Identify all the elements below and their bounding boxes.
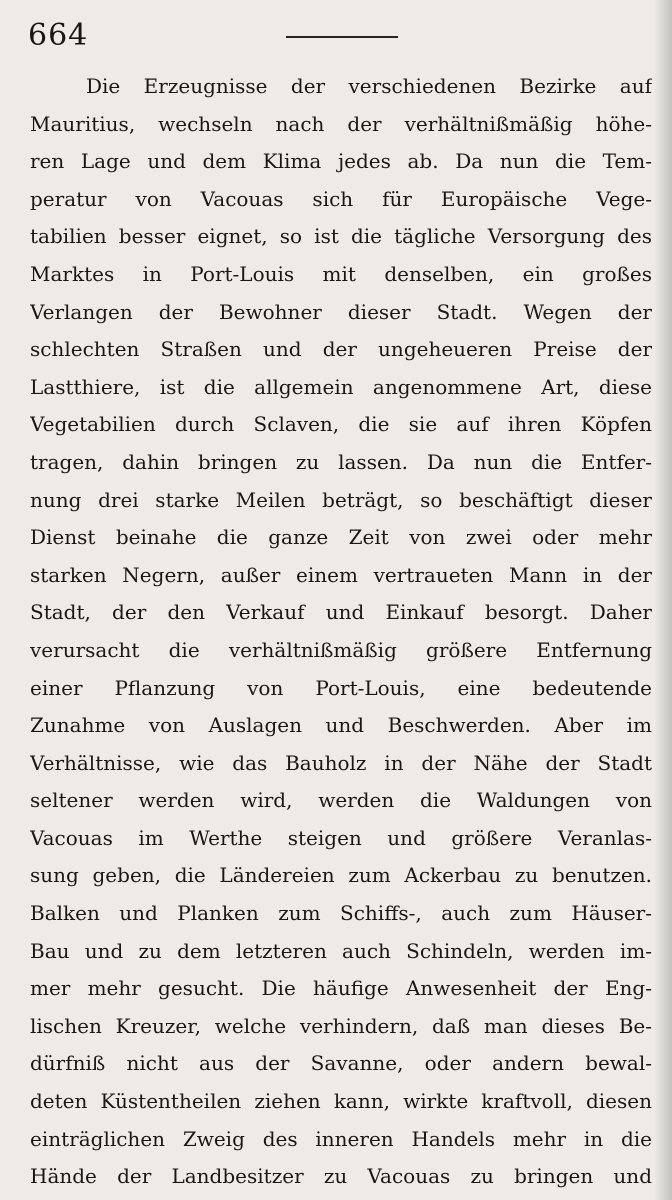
text-line: dürfniß nicht aus der Savanne, oder andern bewal- [30,1051,652,1076]
text-line: verursacht die verhältnißmäßig größere Entfernung [30,637,652,662]
text-line: einträglichen Zweig des inneren Handels mehr in die [30,1126,652,1151]
text-line: seltener werden wird, werden die Waldungen von [30,788,652,813]
header-rule [286,36,398,38]
text-line: tabilien besser eignet, so ist die tägliche Versorgung des [30,224,652,249]
text-line: peratur von Vacouas sich für Europäische Vege- [30,186,652,211]
text-line: tragen, dahin bringen zu lassen. Da nun die Entfer- [30,449,652,474]
text-line: Zunahme von Auslagen und Beschwerden. Aber im [30,713,652,738]
text-line: sung geben, die Ländereien zum Ackerbau zu benutzen. [30,863,652,888]
text-line: Lastthiere, ist die allgemein angenommene Art, diese [30,374,652,399]
text-line: mer mehr gesucht. Die häufige Anwesenheit der Eng- [30,976,652,1001]
body-text [30,68,652,1196]
page-edge-shadow [654,0,672,1200]
text-line: Verhältnisse, wie das Bauholz in der Nähe der Stadt [30,750,652,775]
text-line: Dienst beinahe die ganze Zeit von zwei oder mehr [30,525,652,550]
text-line: einer Pflanzung von Port-Louis, eine bedeutende [30,675,652,700]
text-line: Mauritius, wechseln nach der verhältnißmäßig höhe- [30,111,652,136]
text-line: Die Erzeugnisse der verschiedenen Bezirke auf [86,74,652,98]
text-line: ren Lage und dem Klima jedes ab. Da nun die Tem- [30,149,652,174]
page-number: 664 [28,18,89,53]
text-line: Vacouas im Werthe steigen und größere Veranlas- [30,825,652,850]
text-line: Vegetabilien durch Sclaven, die sie auf ihren Köpfen [30,412,652,437]
text-line: schlechten Straßen und der ungeheueren Preise der [30,337,652,362]
text-line: Stadt, der den Verkauf und Einkauf besorgt. Daher [30,600,652,625]
text-line: Balken und Planken zum Schiffs-, auch zum Häuser- [30,901,652,926]
text-line: lischen Kreuzer, welche verhindern, daß man dieses Be- [30,1013,652,1038]
text-line: nung drei starke Meilen beträgt, so beschäftigt dieser [30,487,652,512]
text-line: Bau und zu dem letzteren auch Schindeln, werden im- [30,938,652,963]
text-line: starken Negern, außer einem vertraueten Mann in der [30,562,652,587]
text-line: Verlangen der Bewohner dieser Stadt. Wegen der [30,299,652,324]
text-line: deten Küstentheilen ziehen kann, wirkte kraftvoll, diesen [30,1089,652,1114]
text-line: Marktes in Port-Louis mit denselben, ein großes [30,261,652,286]
text-line: Hände der Landbesitzer zu Vacouas zu bringen und [30,1164,652,1189]
